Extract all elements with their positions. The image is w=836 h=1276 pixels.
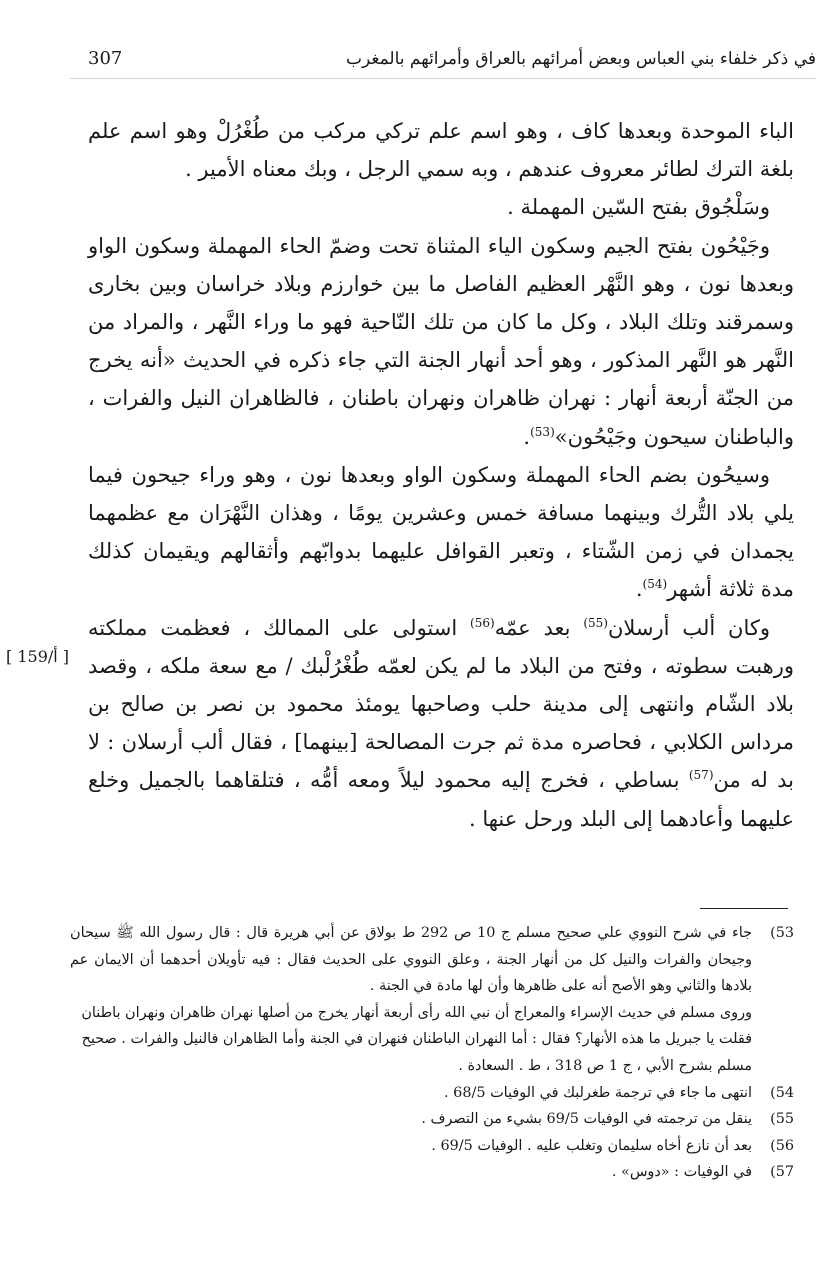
footnote-text: جاء في شرح النووي علي صحيح مسلم ج 10 ص 292 ط بولاق عن أبي هريرة قال : قال رسول الله ﷺ سيحان وجيحان والفرات والنيل كل من أنهار الجنة ، وعلق النووي على الحديث فقال : فيه تأويلان أحدهما أن الايمان عم بلادها والثاني وهو الأصح أنه على ظاهرها وأن لها مادة في الجنة .	[70, 925, 753, 995]
footnote-divider	[700, 908, 788, 909]
footnotes	[70, 920, 794, 1186]
paragraph-3-end: .	[523, 424, 531, 449]
footnote-number: 57)	[770, 1164, 794, 1181]
footnote-54	[70, 1080, 794, 1107]
paragraph-5-d: بساطي ، فخرج إليه محمود ليلاً ومعه أمُّه ، فتلقاهما بالجميل وخلع عليهما وأعادهما إلى البلد ورحل عنها .	[88, 768, 794, 831]
manuscript-folio-ref: [ 159/أ ]	[6, 647, 70, 666]
paragraph-3-text: وجَيْحُون بفتح الجيم وسكون الياء المثناة تحت وضمّ الحاء المهملة وسكون الواو وبعدها نون ، وهو النَّهْر العظيم الفاصل ما بين خوارزم وبلاد خراسان وبين بخارى وسمرقند وتلك البلاد ، وكل ما كان من تلك النّاحية فهو ما وراء النَّهر ، والمراد من النَّهر هو النَّهر المذكور ، وهو أحد أنهار الجنة التي جاء ذكره في الحديث «أنه يخرج من الجنّة أربعة أنهار : نهران ظاهران ونهران باطنان ، فالظاهران النيل والفرات ، والباطنان سيحون وجَيْحُون»	[88, 233, 794, 449]
main-text	[88, 112, 794, 838]
footnote-text: انتهى ما جاء في ترجمة طغرلبك في الوفيات 68/5 .	[444, 1084, 752, 1101]
footnote-number: 56)	[770, 1137, 794, 1154]
header-divider	[70, 78, 816, 79]
footnote-ref-57: (57)	[688, 768, 714, 783]
footnote-ref-55: (55)	[583, 615, 608, 630]
footnote-text: في الوفيات : «دوس» .	[611, 1164, 752, 1181]
footnote-ref-54: (54)	[642, 577, 668, 592]
running-header-title: في ذكر خلفاء بني العباس وبعض أمرائهم بالعراق وأمرائهم بالمغرب	[346, 49, 816, 69]
paragraph-4-end: .	[635, 577, 643, 602]
paragraph-5-b: بعد عمّه	[494, 615, 584, 640]
footnote-number: 54)	[770, 1084, 794, 1101]
footnote-text: ينقل من ترجمته في الوفيات 69/5 بشيء من التصرف .	[421, 1111, 752, 1128]
paragraph-4-text: وسيحُون بضم الحاء المهملة وسكون الواو وبعدها نون ، وهو وراء جيحون فيما يلي بلاد التُّرك وبينهما مسافة خمس وعشرين يومًا ، وهذان النَّهْرَان مع عظمهما يجمدان في زمن الشّتاء ، وتعبر القوافل عليهما بدوابّهم وأثقالهم ويقيمان كذلك مدة ثلاثة أشهر	[88, 462, 794, 602]
footnote-56	[70, 1133, 794, 1160]
page-number: 307	[88, 48, 123, 69]
footnote-53-continuation: وروى مسلم في حديث الإسراء والمعراج أن نبي الله رأى أربعة أنهار يخرج من أصلها نهران ظاهران ونهران باطنان فقلت يا جبريل ما هذه الأنهار؟ فقال : أما النهران الباطنان فنهران في الجنة وأما الظاهران فالنيل والفرات . صحيح مسلم بشرح الأبي ، ج 1 ص 318 ، ط . السعادة .	[81, 1004, 752, 1074]
footnote-53	[70, 920, 794, 1000]
paragraph-5	[88, 609, 794, 838]
footnote-ref-56: (56)	[470, 615, 495, 630]
footnote-57	[70, 1159, 794, 1186]
footnote-ref-53: (53)	[530, 424, 555, 439]
paragraph-1: الباء الموحدة وبعدها كاف ، وهو اسم علم تركي مركب من طُغْرُلْ وهو اسم علم بلغة الترك لطائر معروف عندهم ، وبه سمي الرجل ، وبك معناه الأمير .	[88, 119, 794, 182]
footnote-number: 53)	[770, 925, 794, 941]
paragraph-4	[88, 456, 794, 609]
footnote-55	[70, 1106, 794, 1133]
paragraph-5-a: وكان ألب أرسلان	[607, 615, 771, 640]
footnote-text: بعد أن نازع أخاه سليمان وتغلب عليه . الوفيات 69/5 .	[431, 1137, 752, 1154]
paragraph-3	[88, 227, 794, 456]
paragraph-2: وسَلْجُوق بفتح السّين المهملة .	[507, 195, 770, 220]
paragraph-5-c: استولى على الممالك ، فعظمت مملكته ورهبت سطوته ، وفتح من البلاد ما لم يكن لعمّه طُغْرُلْبك / مع سعة ملكه ، وقصد بلاد الشّام وانتهى إلى مدينة حلب وصاحبها يومئذ محمود بن نصر بن صالح بن مرداس الكلابي ، فحاصره مدة ثم جرت المصالحة [بينهما] ، فقال ألب أرسلان : لا بد له من	[88, 615, 794, 793]
footnote-number: 55)	[770, 1111, 794, 1128]
